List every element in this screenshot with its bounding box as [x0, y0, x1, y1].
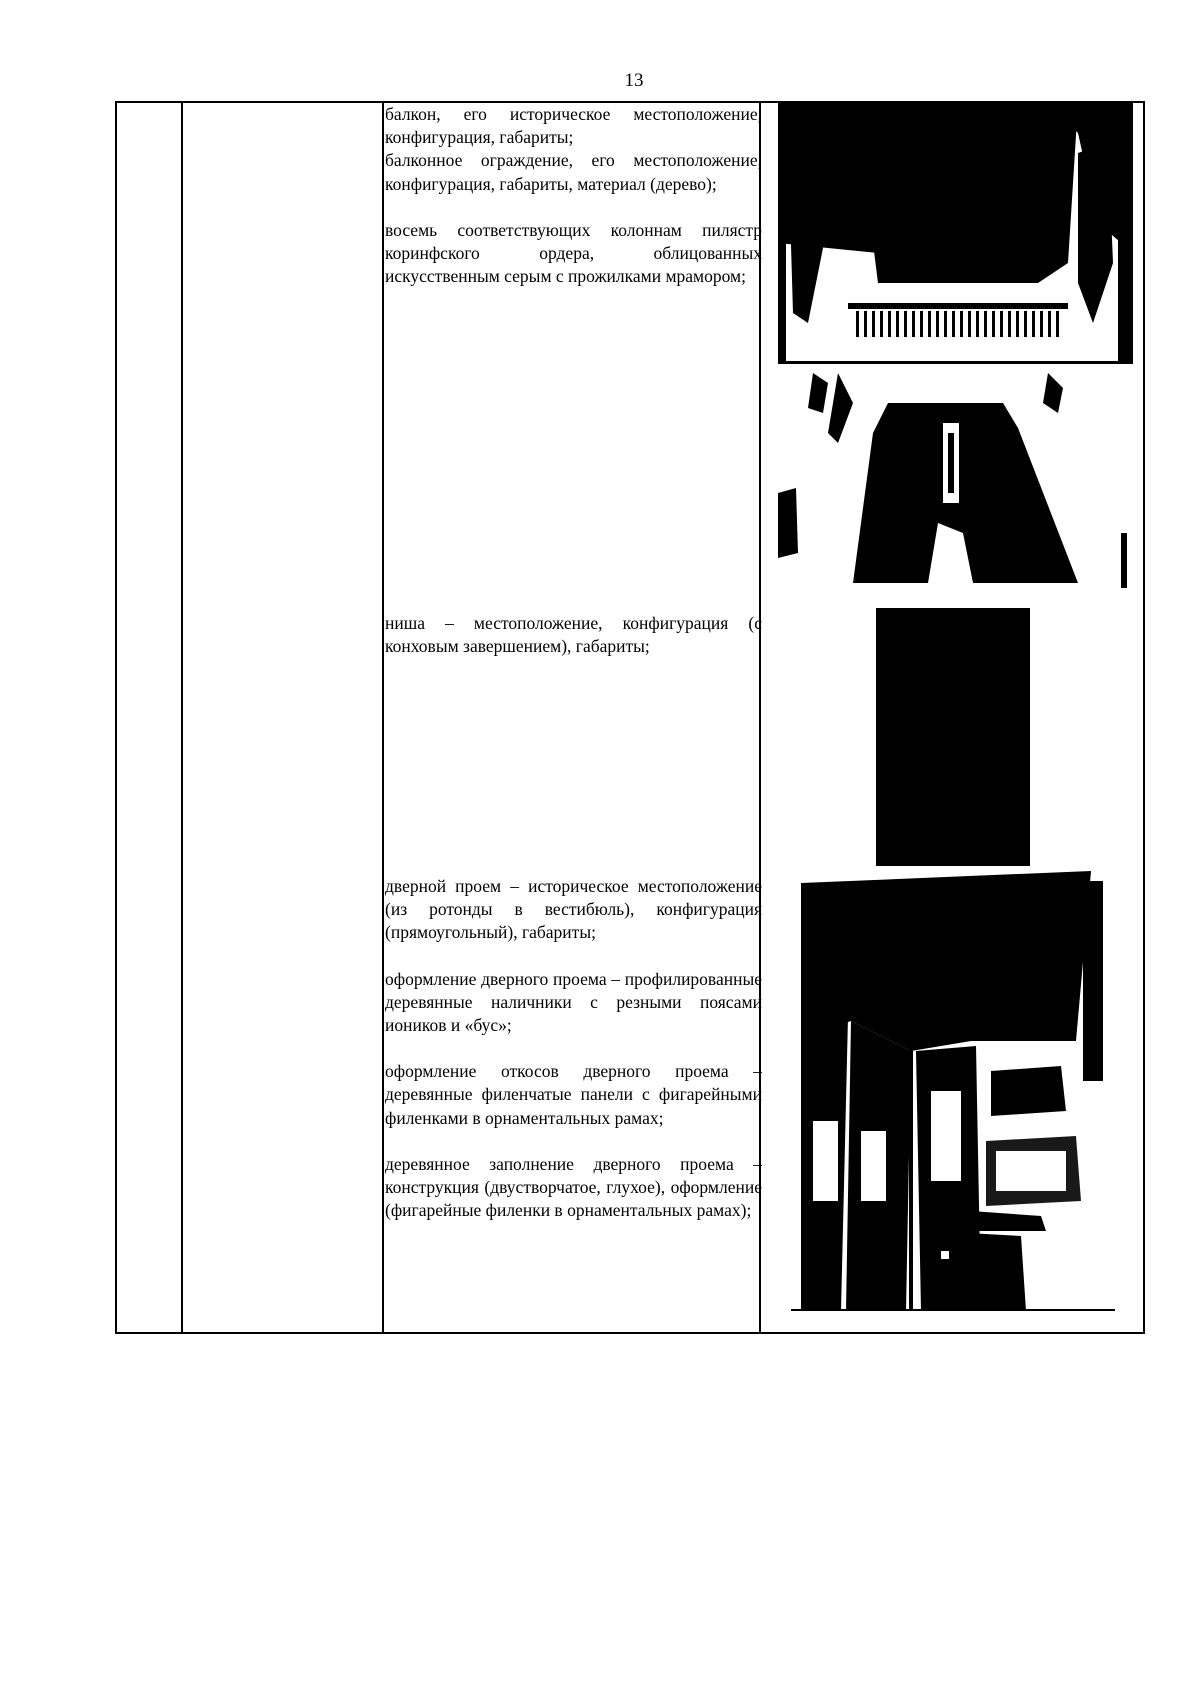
paragraph-door-reveals: оформление откосов дверного проема – деревянные филенчатые панели с фигарейными филенками в орнаментальных рамах;: [385, 1061, 762, 1128]
text-block-balcony: [385, 103, 762, 288]
photo-doorway: [791, 871, 1115, 1313]
photo-niche: [876, 608, 1030, 866]
document-table: [115, 101, 1145, 1334]
table-divider-2: [382, 103, 384, 1332]
paragraph-balcony: балкон, его историческое местоположение, конфигурация, габариты; балконное ограждение, его местоположение, конфигурация, габариты, материал (дерево);: [385, 104, 762, 194]
paragraph-pilasters: восемь соответствующих колоннам пилястр коринфского ордера, облицованных искусственным серым с прожилками мрамором;: [385, 219, 762, 287]
paragraph-door-leaf: деревянное заполнение дверного проема – конструкция (двустворчатое, глухое), оформление (фигарейные филенки в орнаментальных рамах);: [385, 1153, 762, 1221]
paragraph-niche: ниша – местоположение, конфигурация (с конховым завершением), габариты;: [385, 613, 762, 657]
photo-balcony: [778, 103, 1133, 601]
table-divider-1: [181, 103, 183, 1332]
paragraph-door-trim: оформление дверного проема – профилированные деревянные наличники с резными поясами иоников и «бус»;: [385, 968, 762, 1036]
page-number: 13: [624, 70, 644, 91]
text-block-doorway: [385, 875, 762, 1222]
photo-doorway-image: [791, 871, 1115, 1313]
text-block-niche: [385, 612, 762, 658]
paragraph-doorway: дверной проем – историческое местоположение (из ротонды в вестибюль), конфигурация (прямоугольный), габариты;: [385, 876, 762, 943]
photo-balcony-image: [778, 103, 1133, 601]
